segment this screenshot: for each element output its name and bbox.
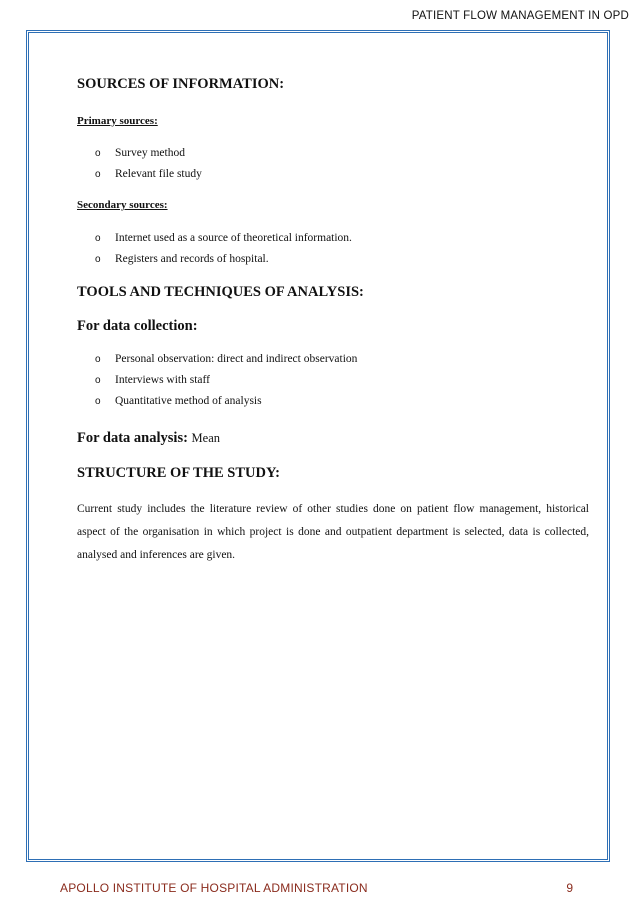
primary-sources-heading: Primary sources: xyxy=(77,115,158,127)
list-item: o Internet used as a source of theoretical information. xyxy=(95,228,589,249)
list-item: o Survey method xyxy=(95,143,589,164)
data-analysis-line xyxy=(77,430,589,447)
bullet-marker: o xyxy=(95,233,101,244)
bullet-marker: o xyxy=(95,148,101,159)
list-item: o Personal observation: direct and indirect observation xyxy=(95,349,589,370)
list-item: o Registers and records of hospital. xyxy=(95,249,589,270)
list-item: o Quantitative method of analysis xyxy=(95,391,589,412)
data-collection-list xyxy=(77,349,589,412)
secondary-sources-list xyxy=(77,228,589,270)
secondary-sources-heading: Secondary sources: xyxy=(77,199,168,211)
structure-heading: STRUCTURE OF THE STUDY: xyxy=(77,465,280,481)
page-number: 9 xyxy=(566,881,573,895)
primary-sources-list xyxy=(77,143,589,185)
tools-heading: TOOLS AND TECHNIQUES OF ANALYSIS: xyxy=(77,284,364,300)
data-collection-heading: For data collection: xyxy=(77,318,198,334)
bullet-marker: o xyxy=(95,354,101,365)
bullet-marker: o xyxy=(95,254,101,265)
sources-heading: SOURCES OF INFORMATION: xyxy=(77,76,285,92)
data-analysis-label: For data analysis: xyxy=(77,430,188,446)
data-analysis-value: Mean xyxy=(191,431,221,445)
list-item: o Interviews with staff xyxy=(95,370,589,391)
bullet-marker: o xyxy=(95,375,101,386)
running-header: PATIENT FLOW MANAGEMENT IN OPD xyxy=(411,10,629,22)
list-item: o Relevant file study xyxy=(95,164,589,185)
footer-institute: APOLLO INSTITUTE OF HOSPITAL ADMINISTRATION xyxy=(60,881,368,895)
bullet-marker: o xyxy=(95,169,101,180)
page-content xyxy=(77,76,589,567)
structure-paragraph: Current study includes the literature review of other studies done on patient flow management, historical aspect of the organisation in which project is done and outpatient department is selected, data is collected, analysed and inferences are given. xyxy=(77,503,589,561)
bullet-marker: o xyxy=(95,396,101,407)
